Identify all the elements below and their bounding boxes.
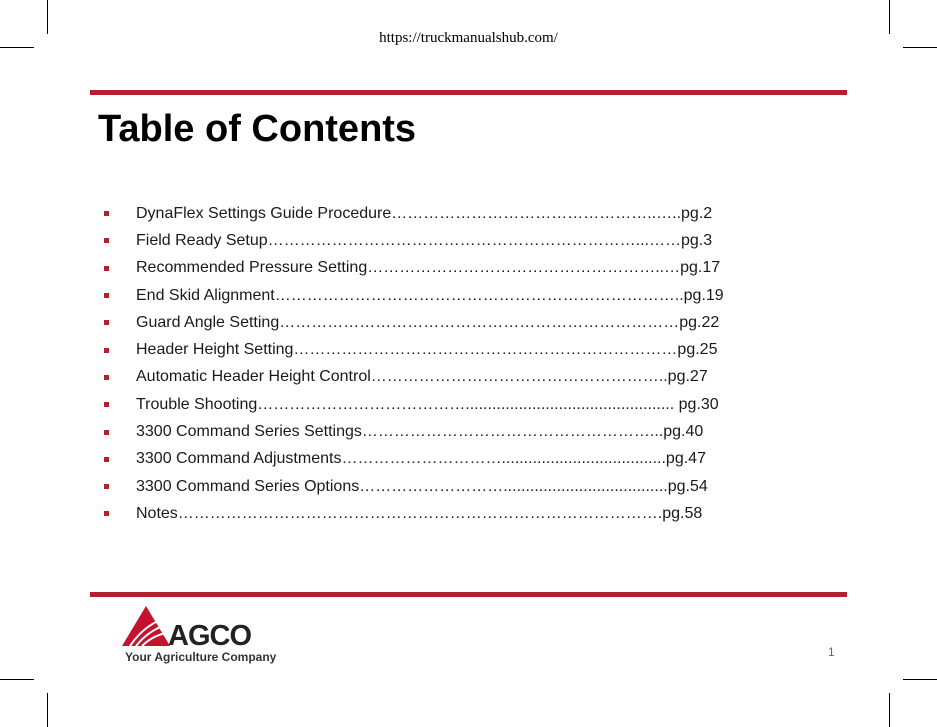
toc-item[interactable] <box>104 391 724 418</box>
toc-item[interactable] <box>104 227 724 254</box>
bullet-icon <box>104 484 109 489</box>
crop-mark <box>0 47 34 48</box>
toc-item[interactable] <box>104 364 724 391</box>
crop-mark <box>903 679 937 680</box>
top-rule <box>90 90 847 95</box>
toc-item[interactable] <box>104 200 724 227</box>
toc-item[interactable] <box>104 500 724 527</box>
crop-mark <box>47 0 48 34</box>
toc-item-label: Field Ready Setup……………………………………………………………...……pg.3 <box>136 231 713 249</box>
toc-item-label: 3300 Command Series Settings………………………………………………...pg.40 <box>136 423 704 441</box>
toc-item-label: 3300 Command Series Options……………………….....................................pg.54 <box>136 477 708 495</box>
toc-item-label: DynaFlex Settings Guide Procedure…………………………………………..…..pg.2 <box>136 204 713 222</box>
bullet-icon <box>104 293 109 298</box>
logo-wordmark: AGCO <box>168 620 251 652</box>
crop-mark <box>889 0 890 34</box>
toc-item-label: Trouble Shooting…………………………………............................................... pg.30 <box>136 395 719 413</box>
bullet-icon <box>104 238 109 243</box>
bullet-icon <box>104 402 109 407</box>
toc-item[interactable] <box>104 282 724 309</box>
bullet-icon <box>104 375 109 380</box>
bullet-icon <box>104 266 109 271</box>
toc-item-label: 3300 Command Adjustments………………………….....................................pg.47 <box>136 450 706 468</box>
toc-item[interactable] <box>104 309 724 336</box>
toc-item[interactable] <box>104 418 724 445</box>
bullet-icon <box>104 211 109 216</box>
bullet-icon <box>104 320 109 325</box>
page-number: 1 <box>828 645 835 659</box>
toc-item-label: Header Height Setting………………………………………………………………pg.25 <box>136 341 718 359</box>
toc-item-label: Recommended Pressure Setting………………………………………………..…pg.17 <box>136 259 721 277</box>
toc-item-label: Notes……………………………………………………………………………….pg.58 <box>136 504 703 522</box>
toc-item-label: Automatic Header Height Control………………………………………………..pg.27 <box>136 368 708 386</box>
agco-triangle-icon <box>122 606 170 646</box>
toc-item-label: Guard Angle Setting…………………………………………………………………pg.22 <box>136 313 720 331</box>
bottom-rule <box>90 592 847 597</box>
source-url: https://truckmanualshub.com/ <box>379 30 558 46</box>
bullet-icon <box>104 430 109 435</box>
toc-item[interactable] <box>104 473 724 500</box>
logo-tagline: Your Agriculture Company <box>125 650 277 664</box>
crop-mark <box>903 47 937 48</box>
bullet-icon <box>104 511 109 516</box>
bullet-icon <box>104 348 109 353</box>
page-title: Table of Contents <box>98 108 417 150</box>
toc-item[interactable] <box>104 255 724 282</box>
toc-list <box>104 200 724 528</box>
toc-item[interactable] <box>104 336 724 363</box>
toc-item-label: End Skid Alignment…………………………………………………………………..pg.19 <box>136 286 724 304</box>
crop-mark <box>889 693 890 727</box>
crop-mark <box>0 679 34 680</box>
toc-item[interactable] <box>104 446 724 473</box>
bullet-icon <box>104 457 109 462</box>
crop-mark <box>47 693 48 727</box>
